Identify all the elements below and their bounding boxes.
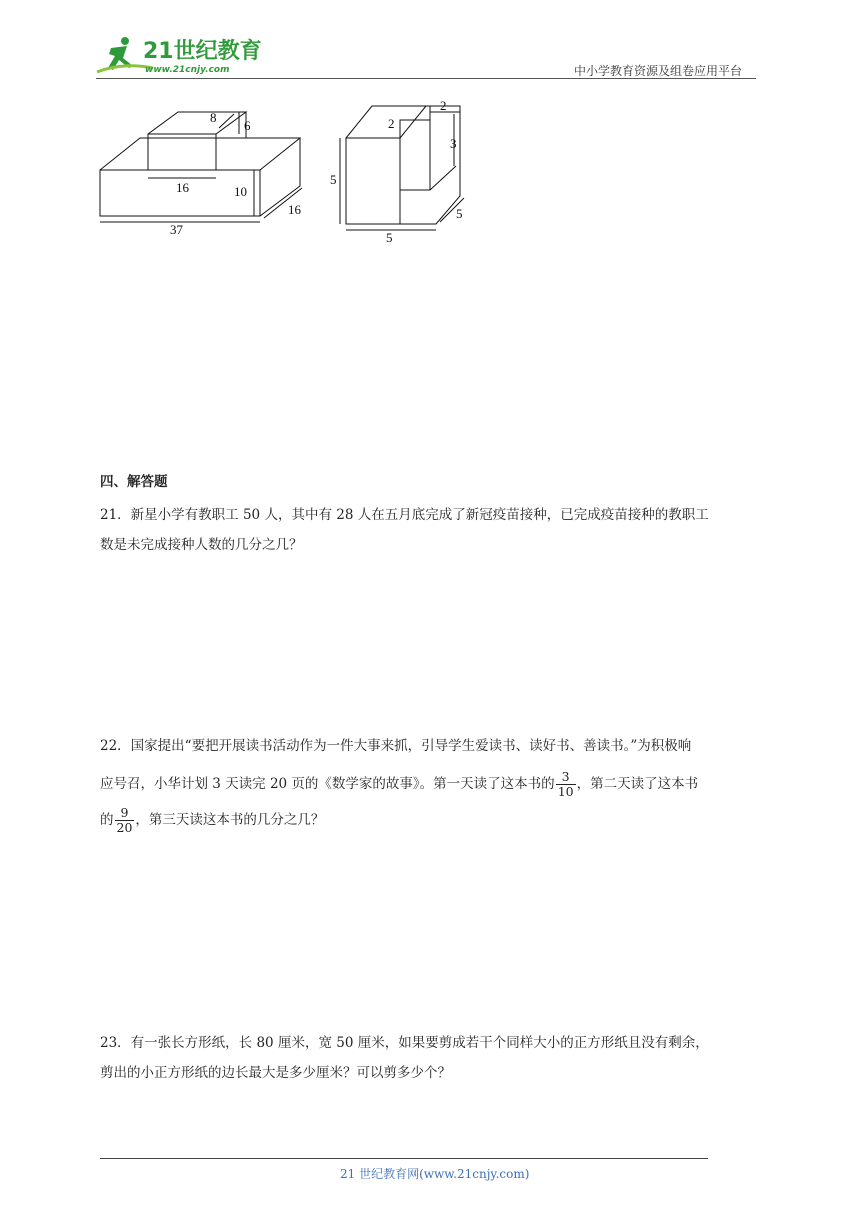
dim-top-depth: 8 bbox=[210, 110, 217, 125]
fraction: $\frac{9}{20}$ bbox=[116, 805, 133, 835]
dim-r-height: 5 bbox=[330, 172, 337, 187]
question-line: 23．有一张长方形纸，长 80 厘米，宽 50 厘米，如果要剪成若干个同样大小的正方形纸且没有剩余， bbox=[100, 1035, 709, 1051]
platform-name: 中小学教育资源及组卷应用平台 bbox=[574, 64, 743, 78]
question-21 bbox=[100, 500, 760, 560]
dim-depth: 16 bbox=[288, 202, 301, 217]
footer-link[interactable]: 21 世纪教育网(www.21cnjy.com) bbox=[340, 1167, 530, 1181]
dim-r-top-depth: 2 bbox=[388, 116, 395, 131]
dim-height: 10 bbox=[234, 184, 247, 199]
dim-r-top-width: 2 bbox=[440, 100, 447, 113]
figure-right bbox=[340, 106, 464, 230]
section-title: 四、解答题 bbox=[100, 474, 168, 490]
question-line: 应号召，小华计划 3 天读完 20 页的《数学家的故事》。第一天读了这本书的 $\frac{3}{10}$ ，第二天读了这本书 bbox=[100, 769, 699, 799]
header-divider bbox=[96, 78, 756, 79]
dim-r-depth: 5 bbox=[456, 206, 463, 221]
footer-divider bbox=[100, 1158, 708, 1159]
solid-figures bbox=[94, 100, 484, 245]
question-23 bbox=[100, 1028, 760, 1088]
dim-length: 37 bbox=[170, 222, 183, 237]
logo-text: 21世纪教育 bbox=[143, 39, 262, 64]
question-line: 的 $\frac{9}{20}$ ，第三天读这本书的几分之几？ bbox=[100, 805, 325, 835]
dim-r-length: 5 bbox=[386, 230, 393, 245]
figure-left bbox=[100, 112, 302, 222]
question-line: 数是未完成接种人数的几分之几？ bbox=[100, 537, 303, 553]
dim-top-height: 6 bbox=[244, 118, 251, 133]
question-line: 21．新星小学有教职工 50 人，其中有 28 人在五月底完成了新冠疫苗接种，已完成疫苗接种的教职工 bbox=[100, 507, 709, 523]
dim-top-length: 16 bbox=[176, 180, 189, 195]
site-logo bbox=[93, 32, 263, 80]
question-line: 剪出的小正方形纸的边长最大是多少厘米？可以剪多少个？ bbox=[100, 1065, 451, 1081]
question-22 bbox=[100, 731, 760, 835]
logo-url: www.21cnjy.com bbox=[145, 65, 230, 75]
fraction: $\frac{3}{10}$ bbox=[557, 769, 574, 799]
question-line: 22．国家提出“要把开展读书活动作为一件大事来抓，引导学生爱读书、读好书、善读书。”为积极响 bbox=[100, 738, 692, 754]
dim-r-step-height: 3 bbox=[450, 136, 457, 151]
